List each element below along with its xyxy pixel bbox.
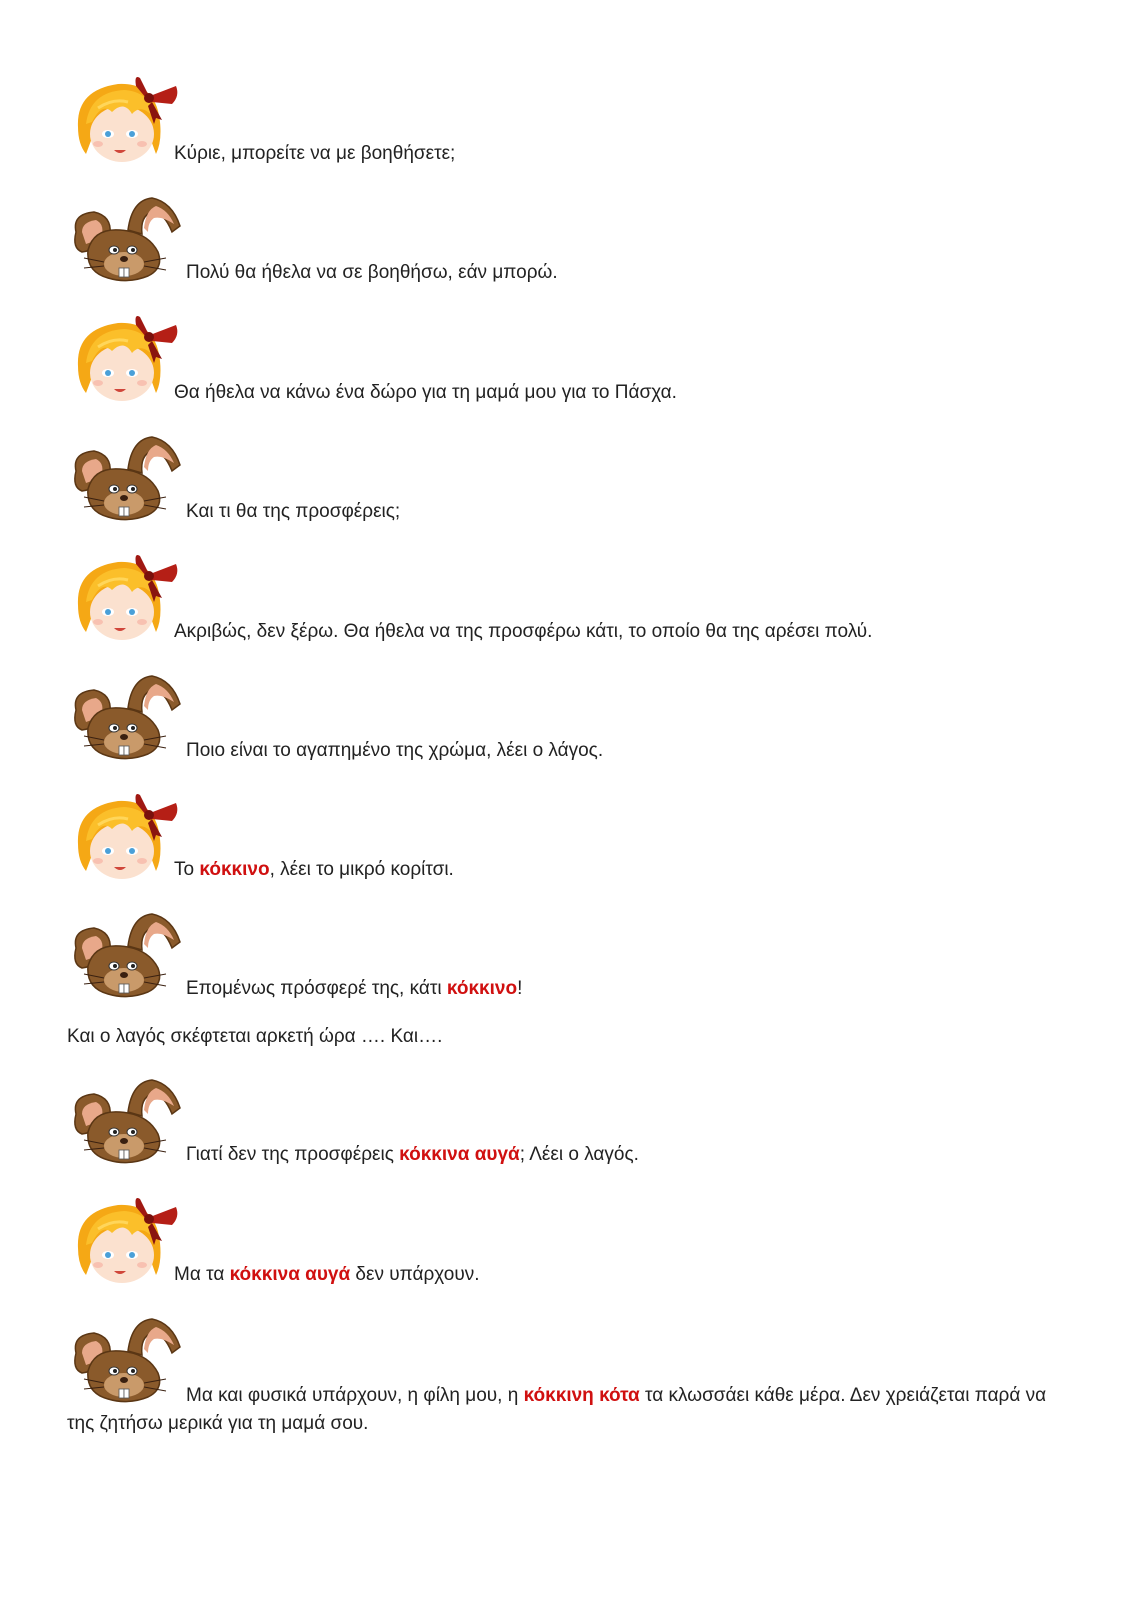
dialogue-line — [186, 261, 558, 285]
dialogue-line — [174, 1263, 479, 1287]
bunny-face-icon — [68, 192, 188, 287]
line-text: Θα ήθελα να κάνω ένα δώρο για τη μαμά μου για το Πάσχα. — [174, 382, 677, 403]
line-text: Και ο λαγός σκέφτεται αρκετή ώρα …. Και…. — [67, 1026, 443, 1047]
dialogue-line — [174, 381, 677, 405]
highlight-text: κόκκινη κότα — [523, 1385, 640, 1406]
dialogue-line — [186, 739, 603, 763]
bunny-face-icon — [68, 431, 188, 526]
narration-line — [67, 1025, 442, 1049]
bunny-face-icon — [68, 670, 188, 765]
dialogue-line — [174, 858, 454, 882]
line-text: Ακριβώς, δεν ξέρω. Θα ήθελα να της προσφέρω κάτι, το οποίο θα της αρέσει πολύ. — [174, 621, 873, 642]
line-text: Και τι θα της προσφέρεις; — [186, 501, 401, 522]
girl-face-icon — [68, 311, 188, 406]
line-text: τα κλωσσάει κάθε μέρα. Δεν χρειάζεται παρά να της ζητήσω μερικά για τη μαμά σου. — [67, 1385, 1047, 1434]
line-text: Ποιο είναι το αγαπημένο της χρώμα, λέει ο λάγος. — [186, 740, 604, 761]
dialogue-line — [186, 1143, 639, 1167]
girl-face-icon — [68, 789, 188, 884]
bunny-face-icon — [68, 1074, 188, 1169]
line-text: Μα και φυσικά υπάρχουν, η φίλη μου, η — [186, 1385, 524, 1406]
line-text: Επομένως πρόσφερέ της, κάτι — [186, 978, 447, 999]
line-text: ! — [517, 978, 523, 999]
line-text: Το — [174, 859, 200, 880]
dialogue-line — [67, 1382, 1047, 1438]
dialogue-line — [174, 620, 872, 644]
bunny-face-icon — [68, 908, 188, 1003]
girl-face-icon — [68, 1193, 188, 1288]
girl-face-icon — [68, 550, 188, 645]
line-text: Γιατί δεν της προσφέρεις — [186, 1144, 400, 1165]
dialogue-line — [186, 977, 522, 1001]
highlight-text: κόκκινο — [446, 978, 518, 999]
line-text: ; Λέει ο λαγός. — [519, 1144, 639, 1165]
dialogue-line — [186, 500, 400, 524]
girl-face-icon — [68, 72, 188, 167]
line-text: Πολύ θα ήθελα να σε βοηθήσω, εάν μπορώ. — [186, 262, 558, 283]
line-text: , λέει το μικρό κορίτσι. — [269, 859, 454, 880]
line-text: Μα τα — [174, 1264, 230, 1285]
dialogue-line — [174, 142, 455, 166]
highlight-text: κόκκινα αυγά — [229, 1264, 351, 1285]
line-text: Κύριε, μπορείτε να με βοηθήσετε; — [174, 143, 456, 164]
line-text: δεν υπάρχουν. — [350, 1264, 480, 1285]
highlight-text: κόκκινα αυγά — [399, 1144, 520, 1165]
highlight-text: κόκκινο — [199, 859, 270, 880]
